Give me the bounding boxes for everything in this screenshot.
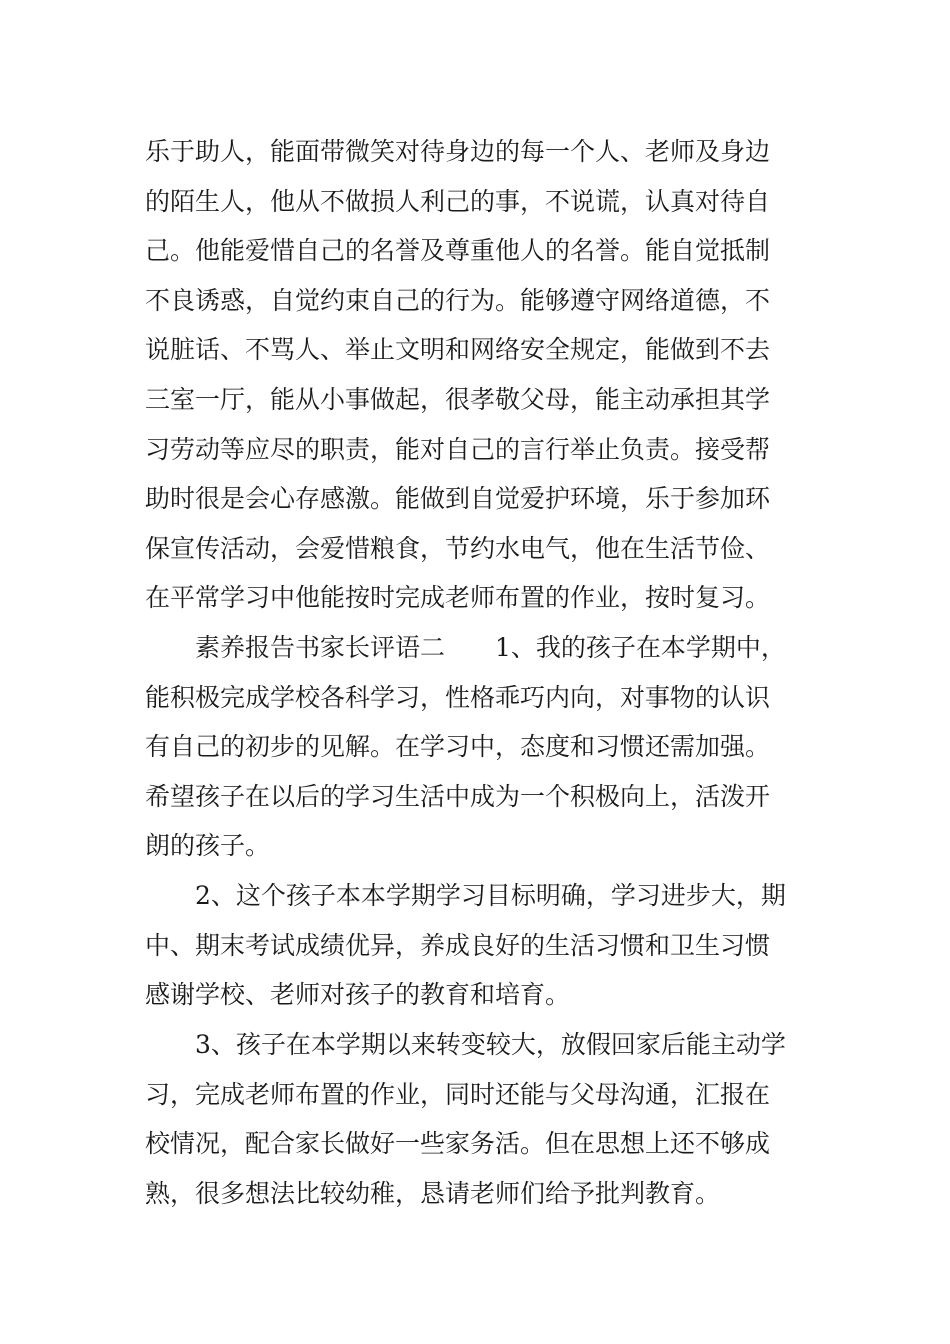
text-line: 乐于助人，能面带微笑对待身边的每一个人、老师及身边 [145,137,771,166]
text-line: 2、这个孩子本本学期学习目标明确，学习进步大，期 [145,881,786,910]
text-line: 三室一厅，能从小事做起，很孝敬父母，能主动承担其学 [145,384,771,414]
text-line: 说脏话、不骂人、举止文明和网络安全规定，能做到不去 [145,335,771,365]
text-line: 素养报告书家长评语二 1、我的孩子在本学期中， [145,633,786,662]
paragraph-conduct-description [145,127,810,623]
text-line: 能积极完成学校各科学习，性格乖巧内向，对事物的认识 [145,682,771,712]
paragraph-parent-comment-two [145,623,810,871]
text-line: 3、孩子在本学期以来转变较大，放假回家后能主动学 [145,1030,786,1059]
text-line: 有自己的初步的见解。在学习中，态度和习惯还需加强。 [145,732,771,762]
paragraph-comment-item-3 [145,1020,810,1218]
text-line: 己。他能爱惜自己的名誉及尊重他人的名誉。能自觉抵制 [145,236,771,266]
text-line: 在平常学习中他能按时完成老师布置的作业，按时复习。 [145,583,771,613]
text-line: 习，完成老师布置的作业，同时还能与父母沟通，汇报在 [145,1079,771,1109]
text-line: 的陌生人，他从不做损人利己的事，不说谎，认真对待自 [145,186,771,216]
text-line: 熟，很多想法比较幼稚，恳请老师们给予批判教育。 [145,1178,721,1208]
text-line: 校情况，配合家长做好一些家务活。但在思想上还不够成 [145,1129,771,1159]
paragraph-comment-item-2 [145,871,810,1020]
text-line: 助时很是会心存感激。能做到自觉爱护环境，乐于参加环 [145,484,771,514]
text-line: 希望孩子在以后的学习生活中成为一个积极向上，活泼开 [145,781,771,811]
text-line: 习劳动等应尽的职责，能对自己的言行举止负责。接受帮 [145,434,771,464]
text-line: 朗的孩子。 [145,831,271,861]
text-line: 中、期末考试成绩优异，养成良好的生活习惯和卫生习惯 [145,930,771,960]
text-line: 保宣传活动，会爱惜粮食，节约水电气，他在生活节俭、 [145,533,771,563]
text-line: 不良诱惑，自觉约束自己的行为。能够遵守网络道德，不 [145,285,771,315]
text-line: 感谢学校、老师对孩子的教育和培育。 [145,980,571,1010]
